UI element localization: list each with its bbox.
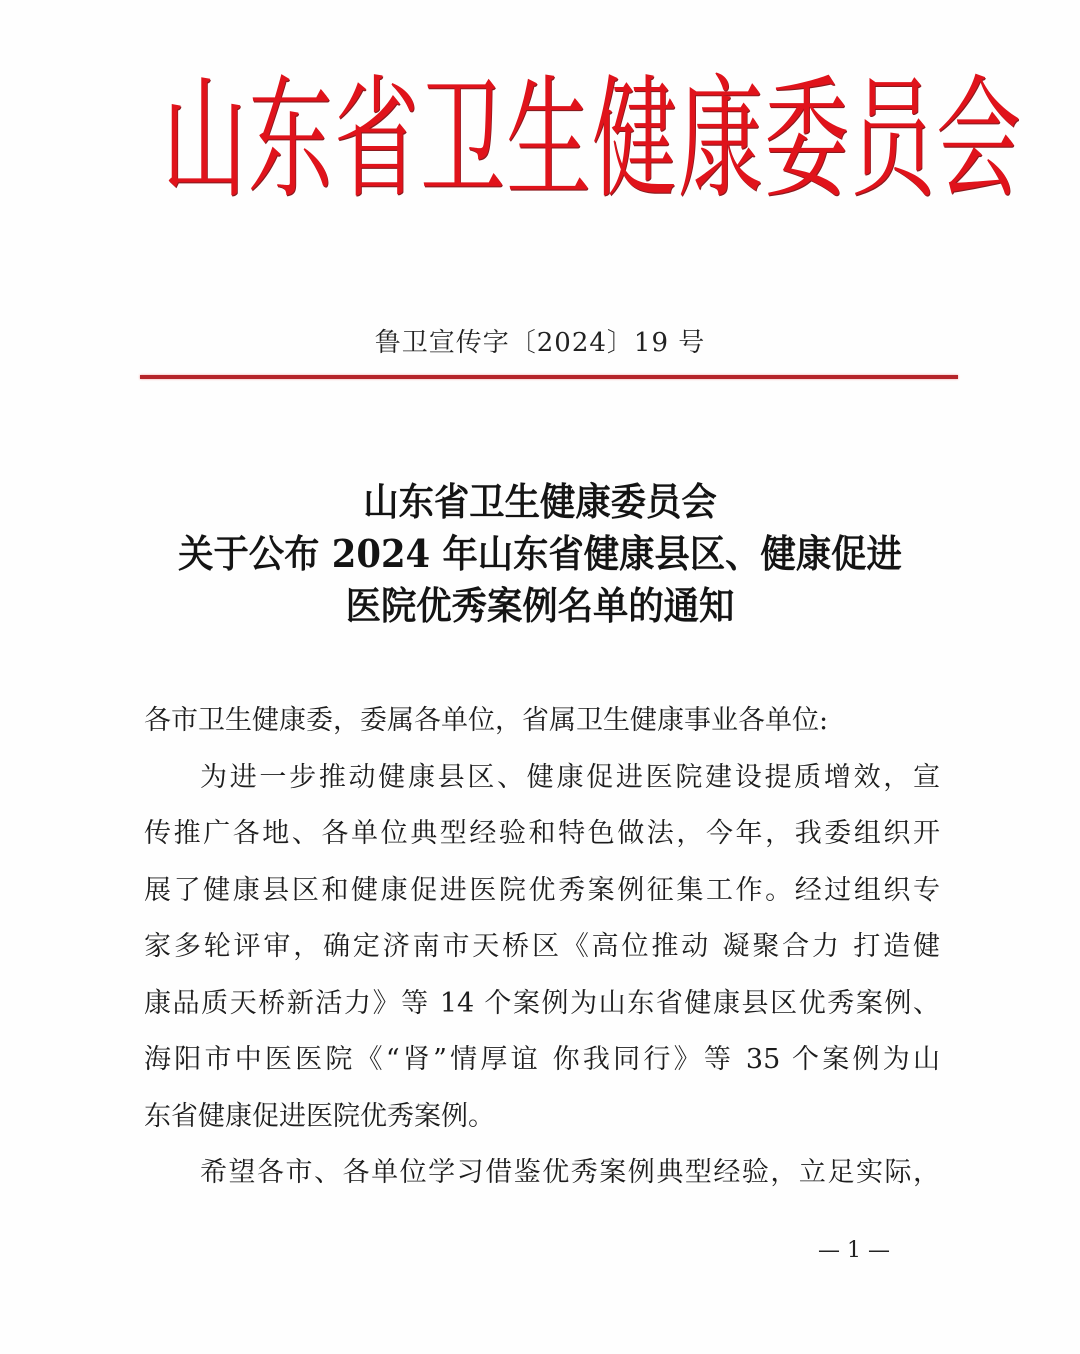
masthead-char: 委: [764, 61, 850, 217]
document-number: 鲁卫宣传字〔2024〕19 号: [374, 328, 706, 358]
body-line: 家多轮评审，确定济南市天桥区《高位推动 凝聚合力 打造健: [144, 931, 940, 962]
red-divider-rule: [140, 375, 958, 379]
salutation: 各市卫生健康委，委属各单位，省属卫生健康事业各单位:: [144, 705, 829, 736]
masthead-char: 康: [678, 61, 764, 217]
body-line: 传推广各地、各单位典型经验和特色做法，今年，我委组织开: [144, 818, 940, 849]
masthead-char: 东: [248, 61, 334, 217]
masthead-char: 员: [850, 61, 936, 217]
masthead-char: 健: [592, 61, 678, 217]
document-title: [0, 476, 1080, 632]
masthead-char: 会: [936, 61, 1022, 217]
masthead-char: 省: [334, 61, 420, 217]
body-line: 康品质天桥新活力》等 14 个案例为山东省健康县区优秀案例、: [144, 987, 940, 1019]
document-body: [144, 693, 940, 1202]
issuing-authority-masthead: [150, 61, 1022, 217]
masthead-char: 生: [506, 61, 592, 217]
title-line: 山东省卫生健康委员会: [363, 479, 717, 524]
title-line: 关于公布 2024 年山东省健康县区、健康促进: [178, 531, 902, 576]
title-line: 医院优秀案例名单的通知: [345, 583, 735, 628]
body-line: 海阳市中医医院《“肾”情厚谊 你我同行》等 35 个案例为山: [144, 1044, 940, 1075]
page-number: — 1 —: [818, 1238, 890, 1263]
masthead-char: 山: [162, 61, 248, 217]
body-line: 希望各市、各单位学习借鉴优秀案例典型经验，立足实际，: [200, 1157, 940, 1188]
masthead-char: 卫: [420, 61, 506, 217]
body-line: 为进一步推动健康县区、健康促进医院建设提质增效，宣: [200, 761, 940, 793]
body-line: 展了健康县区和健康促进医院优秀案例征集工作。经过组织专: [144, 874, 940, 906]
body-line: 东省健康促进医院优秀案例。: [144, 1100, 495, 1132]
